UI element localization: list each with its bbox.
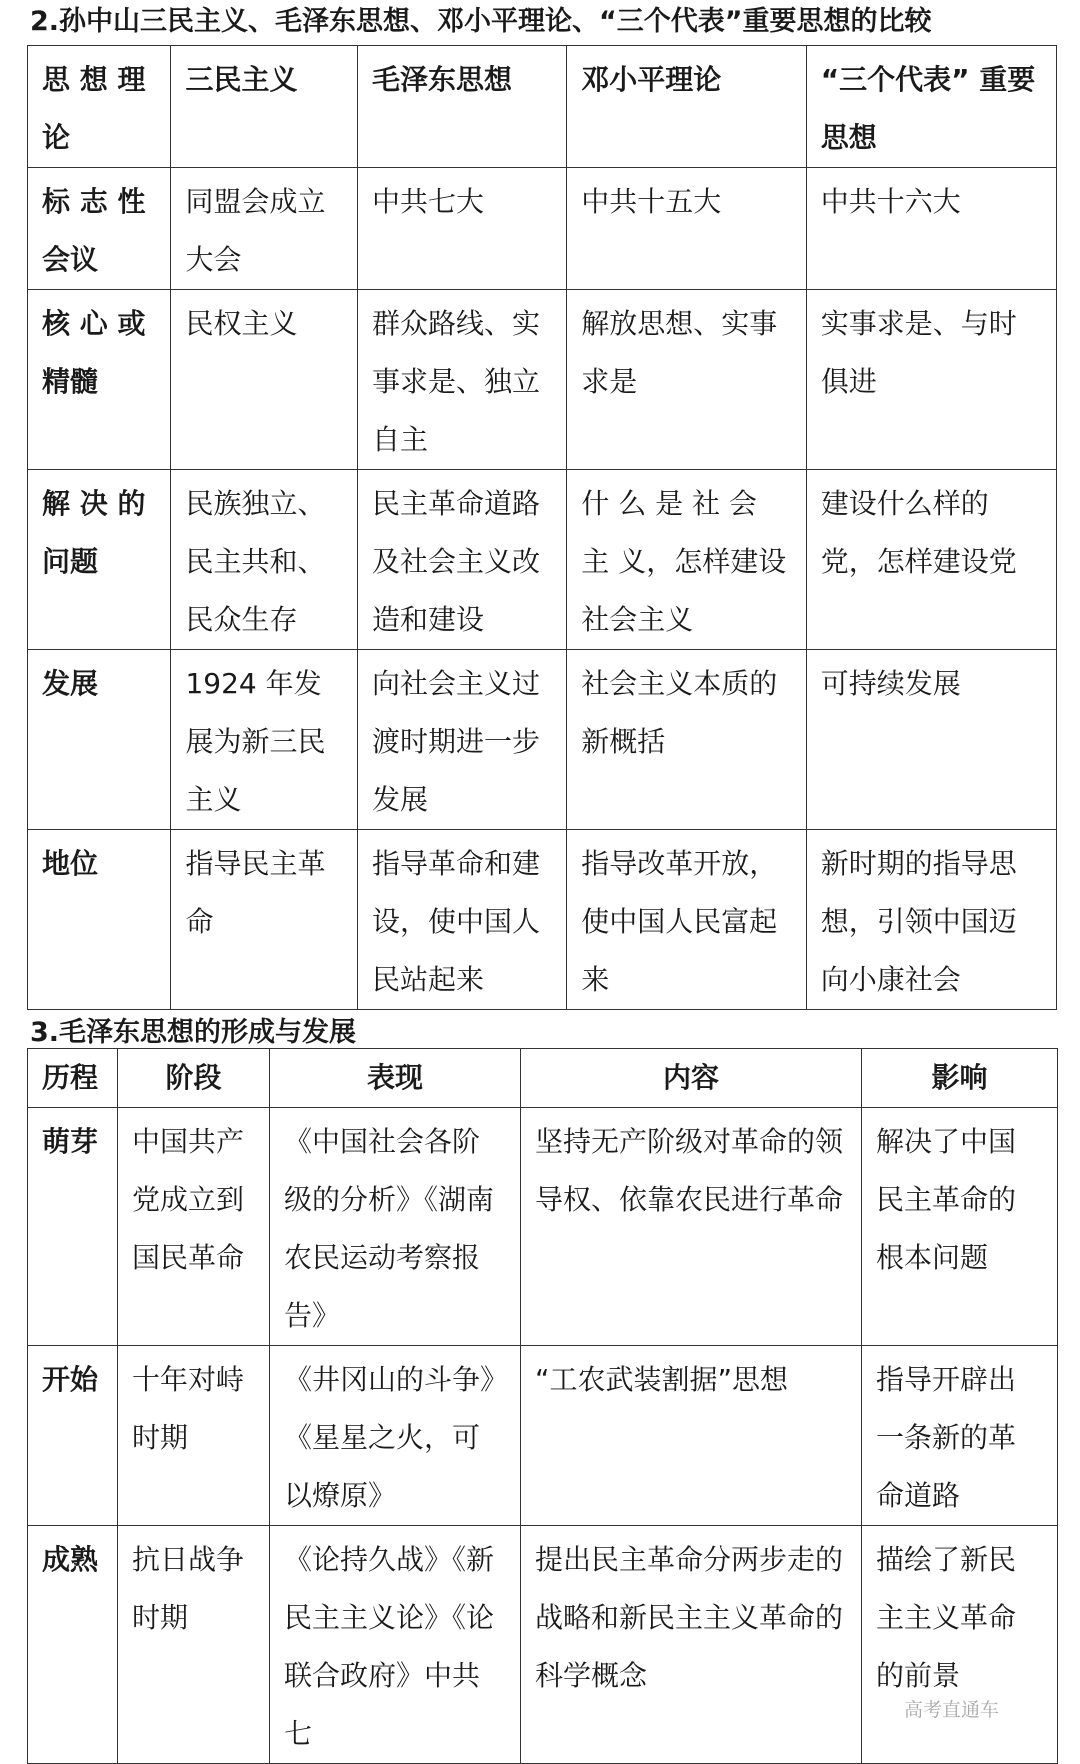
table-row [28, 1108, 1058, 1346]
table-cell: 坚持无产阶级对革命的领导权、依靠农民进行革命 [521, 1108, 862, 1346]
row-label-cell: 核 心 或 精髓 [28, 290, 171, 470]
watermark: 高考直通车 [904, 1699, 1000, 1721]
table-cell: 《论持久战》《新民主主义论》《论联合政府》中共七 [270, 1526, 521, 1764]
table-cell: 中共十六大 [806, 168, 1056, 290]
header-cell: 三民主义 [171, 46, 358, 168]
table-cell: 实事求是、与时俱进 [806, 290, 1056, 470]
table-cell: 中共七大 [358, 168, 567, 290]
table-cell: 提出民主革命分两步走的战略和新民主主义革命的科学概念 [521, 1526, 862, 1764]
table-cell: 社会主义本质的新概括 [567, 650, 806, 830]
table-row [28, 1346, 1058, 1526]
table-cell: 什 么 是 社 会 主 义，怎样建设社会主义 [567, 470, 806, 650]
table-cell: 新时期的指导思想，引领中国迈向小康社会 [806, 830, 1056, 1010]
table-cell: 指导改革开放，使中国人民富起来 [567, 830, 806, 1010]
table-cell: 十年对峙时期 [118, 1346, 270, 1526]
header-cell: “三个代表” 重要思想 [806, 46, 1056, 168]
table-cell: 同盟会成立大会 [171, 168, 358, 290]
table-cell: 民族独立、民主共和、民众生存 [171, 470, 358, 650]
header-cell: 思 想 理 论 [28, 46, 171, 168]
table-cell: 解决了中国民主革命的根本问题 [862, 1108, 1058, 1346]
table-row [28, 168, 1057, 290]
table-cell: 可持续发展 [806, 650, 1056, 830]
table-row [28, 650, 1057, 830]
table-header-row [28, 46, 1057, 168]
section-2-heading: 2.孙中山三民主义、毛泽东思想、邓小平理论、“三个代表”重要思想的比较 [30, 6, 932, 37]
table-cell: “工农武装割据”思想 [521, 1346, 862, 1526]
header-cell: 毛泽东思想 [358, 46, 567, 168]
row-label-cell: 开始 [28, 1346, 118, 1526]
table-row [28, 1526, 1058, 1764]
table-cell: 《井冈山的斗争》《星星之火，可以燎原》 [270, 1346, 521, 1526]
header-cell: 历程 [28, 1049, 118, 1108]
table-cell: 1924 年发展为新三民主义 [171, 650, 358, 830]
comparison-table [27, 45, 1057, 1010]
table-cell: 群众路线、实事求是、独立自主 [358, 290, 567, 470]
row-label-cell: 萌芽 [28, 1108, 118, 1346]
header-cell: 影响 [862, 1049, 1058, 1108]
table-cell: 指导革命和建设，使中国人民站起来 [358, 830, 567, 1010]
table-cell: 向社会主义过渡时期进一步发展 [358, 650, 567, 830]
table-cell: 解放思想、实事求是 [567, 290, 806, 470]
table-header-row [28, 1049, 1058, 1108]
table-row [28, 470, 1057, 650]
row-label-cell: 发展 [28, 650, 171, 830]
table-row [28, 290, 1057, 470]
row-label-cell: 成熟 [28, 1526, 118, 1764]
table-cell: 民主革命道路及社会主义改造和建设 [358, 470, 567, 650]
header-cell: 表现 [270, 1049, 521, 1108]
table-cell: 中共十五大 [567, 168, 806, 290]
row-label-cell: 地位 [28, 830, 171, 1010]
header-cell: 阶段 [118, 1049, 270, 1108]
table-cell: 建设什么样的党，怎样建设党 [806, 470, 1056, 650]
table-cell: 中国共产党成立到国民革命 [118, 1108, 270, 1346]
formation-table [27, 1048, 1058, 1764]
table-cell: 《中国社会各阶级的分析》《湖南农民运动考察报告》 [270, 1108, 521, 1346]
table-row [28, 830, 1057, 1010]
table-cell: 指导开辟出一条新的革命道路 [862, 1346, 1058, 1526]
table-cell: 抗日战争时期 [118, 1526, 270, 1764]
table-cell: 民权主义 [171, 290, 358, 470]
table-cell: 描绘了新民主主义革命的前景 [862, 1526, 1058, 1764]
row-label-cell: 标 志 性 会议 [28, 168, 171, 290]
row-label-cell: 解 决 的 问题 [28, 470, 171, 650]
header-cell: 邓小平理论 [567, 46, 806, 168]
table-cell: 指导民主革命 [171, 830, 358, 1010]
section-3-heading: 3.毛泽东思想的形成与发展 [30, 1017, 357, 1048]
header-cell: 内容 [521, 1049, 862, 1108]
